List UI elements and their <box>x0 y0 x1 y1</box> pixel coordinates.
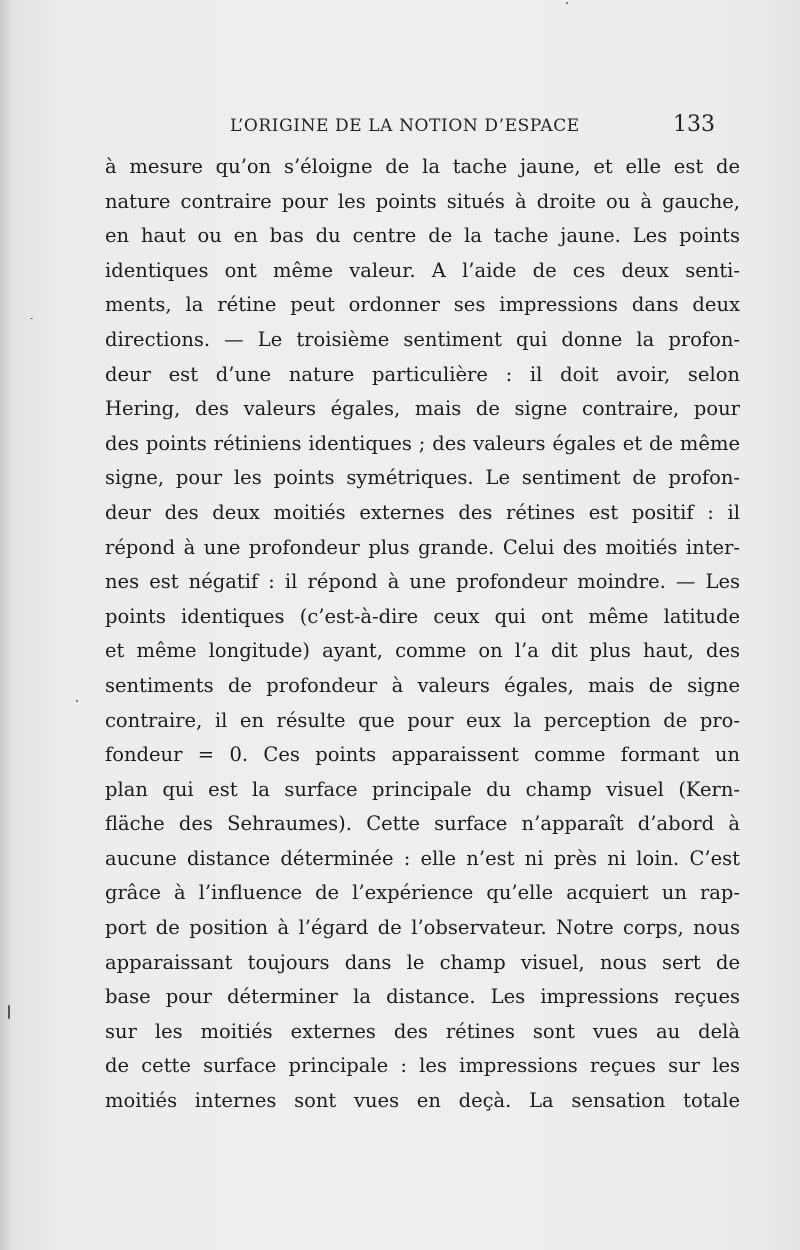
text-line: apparaissant toujours dans le champ visuel, nous sert de <box>105 950 740 974</box>
page-header <box>230 112 715 142</box>
text-line: signe, pour les points symétriques. Le sentiment de profon- <box>105 466 740 490</box>
text-line: de cette surface principale : les impressions reçues sur les <box>105 1054 740 1078</box>
text-line: base pour déterminer la distance. Les impressions reçues <box>105 985 740 1009</box>
text-line: points identiques (c’est-à-dire ceux qui ont même latitude <box>105 604 740 628</box>
paper-speck <box>30 318 33 319</box>
paper-speck <box>566 2 568 4</box>
text-line: contraire, il en résulte que pour eux la perception de pro- <box>105 708 740 732</box>
paper-speck <box>76 700 78 702</box>
text-line: grâce à l’influence de l’expérience qu’elle acquiert un rap- <box>105 881 740 905</box>
text-line: sur les moitiés externes des rétines sont vues au delà <box>105 1019 740 1043</box>
text-line: nes est négatif : il répond à une profondeur moindre. — Les <box>105 570 740 594</box>
text-line: ments, la rétine peut ordonner ses impressions dans deux <box>105 293 740 317</box>
text-line: des points rétiniens identiques ; des valeurs égales et de même <box>105 431 740 455</box>
paper-speck <box>8 1005 10 1019</box>
text-line: à mesure qu’on s’éloigne de la tache jaune, et elle est de <box>105 155 740 178</box>
text-line: identiques ont même valeur. A l’aide de ces deux senti- <box>105 258 740 282</box>
text-line: deur des deux moitiés externes des rétines est positif : il <box>105 500 740 524</box>
gutter-shadow <box>0 0 10 1250</box>
text-line: plan qui est la surface principale du champ visuel (Kern- <box>105 777 740 801</box>
body-text <box>105 150 740 1119</box>
text-line: deur est d’une nature particulière : il doit avoir, selon <box>105 362 740 386</box>
running-title: L’ORIGINE DE LA NOTION D’ESPACE <box>230 116 580 136</box>
text-line: fläche des Sehraumes). Cette surface n’apparaît d’abord à <box>105 812 740 836</box>
text-line: port de position à l’égard de l’observateur. Notre corps, nous <box>105 916 740 940</box>
text-line: fondeur = 0. Ces points apparaissent comme formant un <box>105 743 740 767</box>
text-line: moitiés internes sont vues en deçà. La sensation totale <box>105 1089 740 1113</box>
text-line: en haut ou en bas du centre de la tache jaune. Les points <box>105 224 740 248</box>
text-line: directions. — Le troisième sentiment qui donne la profon- <box>105 327 740 351</box>
text-line: aucune distance déterminée : elle n’est ni près ni loin. C’est <box>105 846 740 870</box>
text-line: Hering, des valeurs égales, mais de signe contraire, pour <box>105 397 740 421</box>
page-number: 133 <box>673 112 715 137</box>
text-line: nature contraire pour les points situés à droite ou à gauche, <box>105 189 740 213</box>
text-line: sentiments de profondeur à valeurs égales, mais de signe <box>105 673 740 697</box>
text-line: répond à une profondeur plus grande. Celui des moitiés inter- <box>105 535 740 559</box>
text-line: et même longitude) ayant, comme on l’a dit plus haut, des <box>105 639 740 663</box>
